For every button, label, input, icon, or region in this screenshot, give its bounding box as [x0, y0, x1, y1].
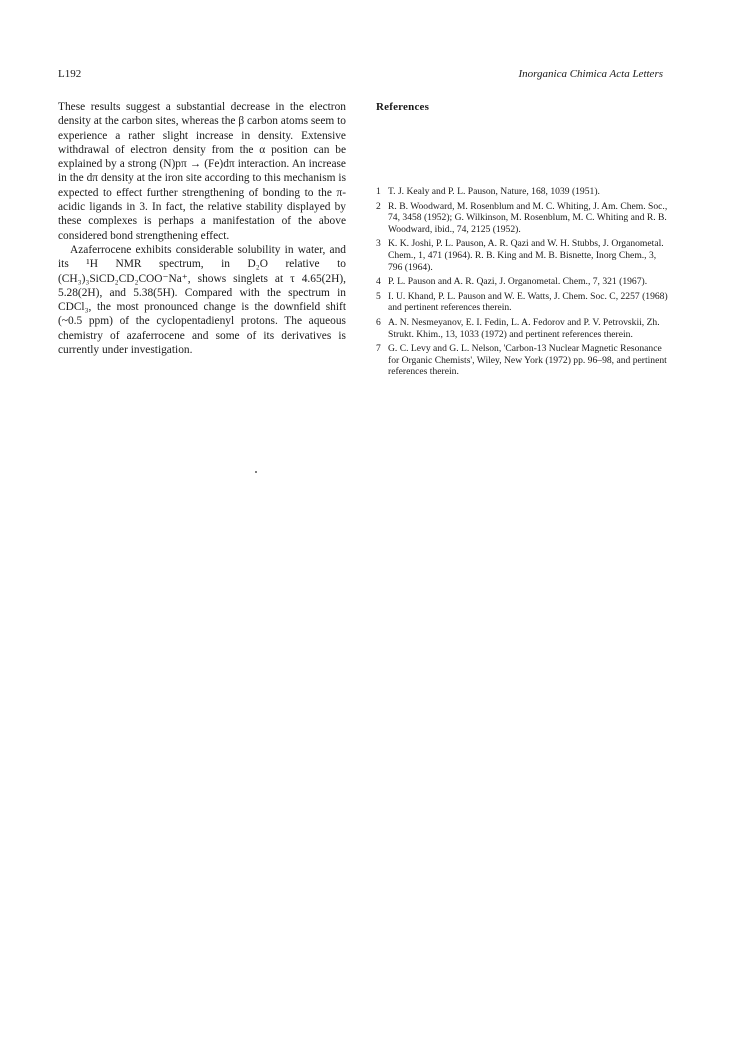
body-text-column — [58, 100, 346, 357]
reference-text: R. B. Woodward, M. Rosenblum and M. C. Whiting, J. Am. Chem. Soc., 74, 3458 (1952); G. Wilkinson, M. Rosenblum, M. C. Whiting and R. B. Woodward, ibid., 74, 2125 (1952). — [388, 200, 668, 235]
reference-item — [376, 343, 668, 378]
print-speck — [255, 471, 257, 473]
reference-number: 3 — [376, 238, 381, 250]
reference-text: A. N. Nesmeyanov, E. I. Fedin, L. A. Fedorov and P. V. Petrovskii, Zh. Strukt. Khim., 13, 1033 (1972) and pertinent references therein. — [388, 316, 660, 340]
references-column — [376, 100, 668, 378]
reference-item — [376, 201, 668, 236]
reference-item — [376, 317, 668, 340]
reference-text: P. L. Pauson and A. R. Qazi, J. Organometal. Chem., 7, 321 (1967). — [388, 276, 648, 288]
reference-item — [376, 238, 668, 273]
references-list — [376, 186, 668, 381]
running-head — [58, 68, 663, 84]
reference-text: K. K. Joshi, P. L. Pauson, A. R. Qazi and W. H. Stubbs, J. Organometal. Chem., 1, 471 (1964). R. B. King and M. B. Bisnette, Inorg Chem., 3, 796 (1964). — [388, 238, 664, 273]
reference-text: T. J. Kealy and P. L. Pauson, Nature, 168, 1039 (1951). — [388, 186, 600, 197]
page-number: L192 — [58, 68, 82, 80]
reference-number: 2 — [376, 200, 381, 212]
body-paragraph: These results suggest a substantial decrease in the electron density at the carbon sites, whereas the β carbon atoms seem to experience a rather slight increase in density. Extensive withdrawal of electron density from the α position can be explained by a strong (N)pπ → (Fe)dπ interaction. An increase in the dπ density at the iron site according to this mechanism is expected to effect further strengthening of bonding to the π-acidic ligands in 3. In fact, the relative stability displayed by these complexes is perhaps a manifestation of the above considered bond strengthening effect. — [58, 101, 346, 242]
reference-number: 6 — [376, 316, 381, 328]
reference-text: G. C. Levy and G. L. Nelson, 'Carbon-13 Nuclear Magnetic Resonance for Organic Chemists', Wiley, New York (1972) pp. 96–98, and pertinent references therein. — [388, 343, 667, 378]
reference-text: I. U. Khand, P. L. Pauson and W. E. Watts, J. Chem. Soc. C, 2257 (1968) and pertinent references therein. — [388, 290, 668, 314]
body-paragraph: Azaferrocene exhibits considerable solubility in water, and its ¹H NMR spectrum, in D₂O relative to (CH₃)₃SiCD₂CD₂COO⁻Na⁺, shows singlets at τ 4.65(2H), 5.28(2H), and 5.38(5H). Compared with the spectrum in CDCl₃, the most pronounced change is the downfield shift (~0.5 ppm) of the cyclopentadienyl protons. The aqueous chemistry of azaferrocene and some of its derivatives is currently under investigation. — [58, 243, 346, 357]
reference-item — [376, 276, 668, 288]
reference-number: 4 — [376, 276, 381, 288]
reference-number: 1 — [376, 186, 381, 197]
journal-title: Inorganica Chimica Acta Letters — [518, 68, 663, 80]
reference-number: 5 — [376, 290, 381, 302]
reference-item — [376, 186, 668, 198]
reference-number: 7 — [376, 343, 381, 355]
reference-item — [376, 291, 668, 314]
references-heading: References — [376, 101, 430, 113]
